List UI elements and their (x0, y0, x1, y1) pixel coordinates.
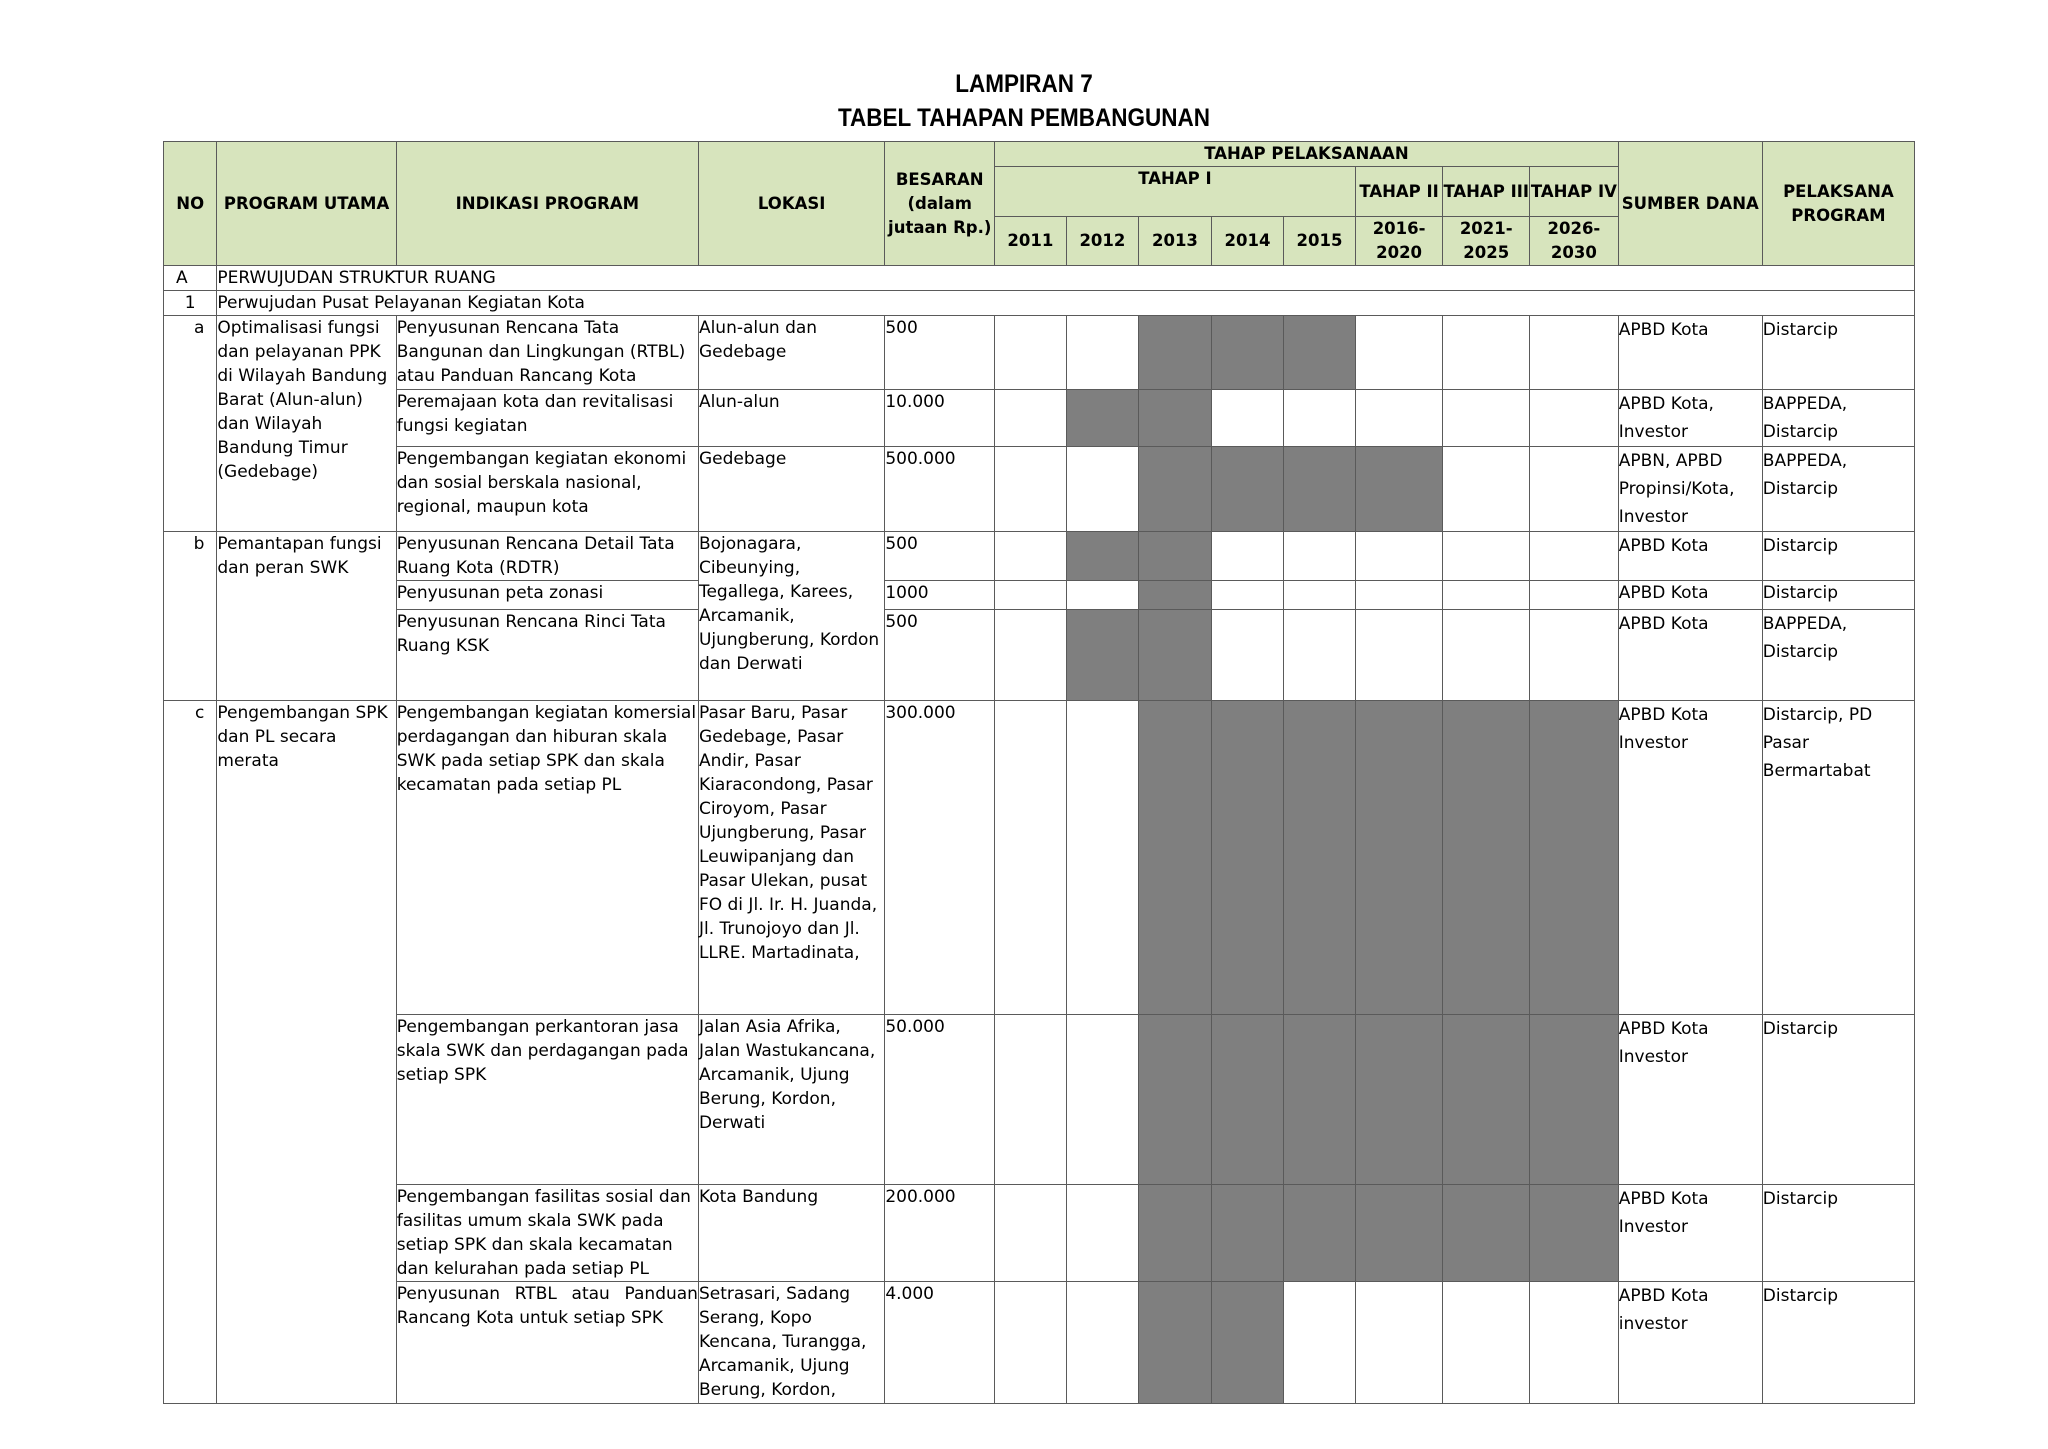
schedule-cell-active-2013 (1139, 701, 1212, 1015)
col-period-2026-2030: 2026-2030 (1530, 217, 1619, 266)
schedule-cell-2016-2020 (1355, 1282, 1443, 1404)
besaran-cell: 1000 (885, 581, 995, 610)
schedule-cell-2011 (995, 447, 1067, 532)
schedule-cell-2021-2025 (1443, 1282, 1530, 1404)
sumber-cell: APBD Kota Investor (1618, 1185, 1762, 1282)
table-row (164, 1282, 1915, 1404)
schedule-cell-2011 (995, 581, 1067, 610)
schedule-cell-2015 (1284, 581, 1356, 610)
schedule-cell-2014 (1211, 532, 1284, 581)
lokasi-cell: Kota Bandung (698, 1185, 884, 1282)
schedule-cell-2026-2030 (1530, 532, 1619, 581)
col-tahap-4: TAHAP IV (1530, 167, 1619, 217)
schedule-cell-2026-2030 (1530, 1282, 1619, 1404)
sumber-cell: APBD Kota Investor (1618, 701, 1762, 1015)
schedule-cell-active-2014 (1211, 1282, 1284, 1404)
schedule-cell-2016-2020 (1355, 610, 1443, 701)
schedule-cell-active-2013 (1139, 581, 1212, 610)
schedule-cell-2021-2025 (1443, 447, 1530, 532)
schedule-cell-2011 (995, 316, 1067, 390)
table-row (164, 701, 1915, 1015)
schedule-cell-2014 (1211, 390, 1284, 447)
table-row (164, 316, 1915, 390)
group-code: c (164, 701, 217, 1404)
pelaksana-cell: BAPPEDA, Distarcip (1762, 447, 1914, 532)
schedule-cell-active-2016-2020 (1355, 701, 1443, 1015)
col-year-2013: 2013 (1139, 217, 1212, 266)
col-no: NO (164, 142, 217, 266)
sumber-cell: APBN, APBD Propinsi/Kota, Investor (1618, 447, 1762, 532)
indikasi-cell: Peremajaan kota dan revitalisasi fungsi kegiatan (396, 390, 698, 447)
indikasi-cell: Pengembangan kegiatan ekonomi dan sosial berskala nasional, regional, maupun kota (396, 447, 698, 532)
schedule-cell-2026-2030 (1530, 610, 1619, 701)
page-title: LAMPIRAN 7 (955, 70, 1093, 98)
table-row (164, 1015, 1915, 1185)
col-lokasi: LOKASI (698, 142, 884, 266)
col-period-2021-2025: 2021-2025 (1443, 217, 1530, 266)
schedule-cell-active-2021-2025 (1443, 701, 1530, 1015)
table-row (164, 390, 1915, 447)
table-row (164, 447, 1915, 532)
schedule-cell-active-2013 (1139, 390, 1212, 447)
schedule-cell-active-2012 (1066, 610, 1139, 701)
pelaksana-cell: Distarcip (1762, 581, 1914, 610)
schedule-cell-2011 (995, 1282, 1067, 1404)
indikasi-cell: Pengembangan kegiatan komersial perdagangan dan hiburan skala SWK pada setiap SPK dan skala kecamatan pada setiap PL (396, 701, 698, 1015)
schedule-cell-active-2026-2030 (1530, 701, 1619, 1015)
schedule-cell-active-2014 (1211, 1015, 1284, 1185)
schedule-cell-2016-2020 (1355, 316, 1443, 390)
besaran-cell: 50.000 (885, 1015, 995, 1185)
indikasi-cell: Penyusunan RTBL atau Panduan Rancang Kota untuk setiap SPK (396, 1282, 698, 1404)
col-tahap-3: TAHAP III (1443, 167, 1530, 217)
schedule-cell-active-2026-2030 (1530, 1015, 1619, 1185)
schedule-cell-2015 (1284, 1282, 1356, 1404)
schedule-cell-active-2015 (1284, 701, 1356, 1015)
schedule-cell-2012 (1066, 1282, 1139, 1404)
schedule-cell-active-2014 (1211, 701, 1284, 1015)
lokasi-cell: Setrasari, Sadang Serang, Kopo Kencana, Turangga, Arcamanik, Ujung Berung, Kordon, (698, 1282, 884, 1404)
indikasi-cell: Penyusunan Rencana Rinci Tata Ruang KSK (396, 610, 698, 701)
schedule-cell-2026-2030 (1530, 581, 1619, 610)
schedule-cell-active-2013 (1139, 447, 1212, 532)
schedule-cell-active-2015 (1284, 1185, 1356, 1282)
schedule-cell-2016-2020 (1355, 532, 1443, 581)
sumber-cell: APBD Kota (1618, 610, 1762, 701)
schedule-cell-active-2016-2020 (1355, 1015, 1443, 1185)
schedule-cell-active-2021-2025 (1443, 1015, 1530, 1185)
schedule-cell-2012 (1066, 701, 1139, 1015)
schedule-cell-active-2013 (1139, 316, 1212, 390)
pelaksana-cell: BAPPEDA, Distarcip (1762, 610, 1914, 701)
schedule-cell-2014 (1211, 581, 1284, 610)
col-year-2012: 2012 (1066, 217, 1139, 266)
lokasi-cell: Bojonagara, Cibeunying, Tegallega, Karees, Arcamanik, Ujungberung, Kordon dan Derwati (698, 532, 884, 701)
besaran-cell: 500.000 (885, 447, 995, 532)
schedule-cell-active-2015 (1284, 447, 1356, 532)
schedule-cell-2011 (995, 1015, 1067, 1185)
col-tahap-2: TAHAP II (1355, 167, 1443, 217)
pelaksana-cell: Distarcip (1762, 1015, 1914, 1185)
schedule-cell-2015 (1284, 532, 1356, 581)
subsection-row (164, 291, 1915, 316)
table-row (164, 581, 1915, 610)
schedule-cell-active-2015 (1284, 316, 1356, 390)
schedule-cell-active-2026-2030 (1530, 1185, 1619, 1282)
schedule-cell-2026-2030 (1530, 390, 1619, 447)
schedule-cell-2026-2030 (1530, 447, 1619, 532)
col-sumber: SUMBER DANA (1618, 142, 1762, 266)
schedule-cell-active-2016-2020 (1355, 1185, 1443, 1282)
schedule-cell-active-2014 (1211, 316, 1284, 390)
program-utama-cell: Pemantapan fungsi dan peran SWK (217, 532, 396, 701)
lokasi-cell: Jalan Asia Afrika, Jalan Wastukancana, Arcamanik, Ujung Berung, Kordon, Derwati (698, 1015, 884, 1185)
group-code: b (164, 532, 217, 701)
sumber-cell: APBD Kota, Investor (1618, 390, 1762, 447)
pelaksana-cell: BAPPEDA, Distarcip (1762, 390, 1914, 447)
sumber-cell: APBD Kota (1618, 316, 1762, 390)
schedule-cell-2012 (1066, 316, 1139, 390)
table-row (164, 610, 1915, 701)
besaran-cell: 500 (885, 532, 995, 581)
schedule-cell-2026-2030 (1530, 316, 1619, 390)
subsection-code: 1 (164, 291, 217, 316)
schedule-cell-2021-2025 (1443, 532, 1530, 581)
indikasi-cell: Pengembangan fasilitas sosial dan fasilitas umum skala SWK pada setiap SPK dan skala kecamatan dan kelurahan pada setiap PL (396, 1185, 698, 1282)
lokasi-cell: Alun-alun dan Gedebage (698, 316, 884, 390)
indikasi-cell: Penyusunan Rencana Detail Tata Ruang Kota (RDTR) (396, 532, 698, 581)
schedule-cell-2011 (995, 390, 1067, 447)
schedule-cell-active-2021-2025 (1443, 1185, 1530, 1282)
schedule-cell-active-2015 (1284, 1015, 1356, 1185)
besaran-cell: 4.000 (885, 1282, 995, 1404)
section-label: PERWUJUDAN STRUKTUR RUANG (217, 266, 1915, 291)
schedule-cell-active-2014 (1211, 447, 1284, 532)
schedule-cell-2011 (995, 532, 1067, 581)
schedule-cell-active-2013 (1139, 610, 1212, 701)
schedule-cell-active-2012 (1066, 390, 1139, 447)
col-indikasi: INDIKASI PROGRAM (396, 142, 698, 266)
indikasi-cell: Pengembangan perkantoran jasa skala SWK dan perdagangan pada setiap SPK (396, 1015, 698, 1185)
col-year-2014: 2014 (1211, 217, 1284, 266)
besaran-cell: 10.000 (885, 390, 995, 447)
schedule-cell-2021-2025 (1443, 390, 1530, 447)
besaran-cell: 200.000 (885, 1185, 995, 1282)
development-stages-table (163, 141, 1915, 1404)
besaran-cell: 300.000 (885, 701, 995, 1015)
schedule-cell-active-2013 (1139, 532, 1212, 581)
pelaksana-cell: Distarcip, PD Pasar Bermartabat (1762, 701, 1914, 1015)
schedule-cell-2014 (1211, 610, 1284, 701)
lokasi-cell: Gedebage (698, 447, 884, 532)
schedule-cell-2015 (1284, 610, 1356, 701)
lokasi-cell: Alun-alun (698, 390, 884, 447)
col-pelaksana: PELAKSANA PROGRAM (1762, 142, 1914, 266)
lokasi-cell: Pasar Baru, Pasar Gedebage, Pasar Andir, Pasar Kiaracondong, Pasar Ciroyom, Pasar Ujungberung, Pasar Leuwipanjang dan Pasar Ulekan, pusat FO di Jl. Ir. H. Juanda, Jl. Trunojoyo dan Jl. LLRE. Martadinata, (698, 701, 884, 1015)
indikasi-cell: Penyusunan peta zonasi (396, 581, 698, 610)
page-subtitle: TABEL TAHAPAN PEMBANGUNAN (837, 104, 1211, 132)
schedule-cell-2011 (995, 1185, 1067, 1282)
schedule-cell-2012 (1066, 447, 1139, 532)
schedule-cell-2021-2025 (1443, 316, 1530, 390)
program-utama-cell: Pengembangan SPK dan PL secara merata (217, 701, 396, 1404)
col-period-2016-2020: 2016-2020 (1355, 217, 1443, 266)
table-row (164, 1185, 1915, 1282)
indikasi-cell: Penyusunan Rencana Tata Bangunan dan Lingkungan (RTBL) atau Panduan Rancang Kota (396, 316, 698, 390)
schedule-cell-2012 (1066, 1015, 1139, 1185)
col-year-2011: 2011 (995, 217, 1067, 266)
schedule-cell-2011 (995, 610, 1067, 701)
schedule-cell-2012 (1066, 1185, 1139, 1282)
sumber-cell: APBD Kota (1618, 581, 1762, 610)
schedule-cell-2021-2025 (1443, 581, 1530, 610)
section-code: A (164, 266, 217, 291)
schedule-cell-active-2012 (1066, 532, 1139, 581)
pelaksana-cell: Distarcip (1762, 1185, 1914, 1282)
schedule-cell-2016-2020 (1355, 390, 1443, 447)
table-row (164, 532, 1915, 581)
pelaksana-cell: Distarcip (1762, 1282, 1914, 1404)
besaran-cell: 500 (885, 610, 995, 701)
col-year-2015: 2015 (1284, 217, 1356, 266)
schedule-cell-active-2016-2020 (1355, 447, 1443, 532)
pelaksana-cell: Distarcip (1762, 532, 1914, 581)
schedule-cell-2011 (995, 701, 1067, 1015)
program-utama-cell: Optimalisasi fungsi dan pelayanan PPK di Wilayah Bandung Barat (Alun-alun) dan Wilayah Bandung Timur (Gedebage) (217, 316, 396, 532)
sumber-cell: APBD Kota Investor (1618, 1015, 1762, 1185)
section-row (164, 266, 1915, 291)
col-besaran: BESARAN (dalam jutaan Rp.) (885, 142, 995, 266)
schedule-cell-active-2013 (1139, 1185, 1212, 1282)
besaran-cell: 500 (885, 316, 995, 390)
schedule-cell-active-2013 (1139, 1015, 1212, 1185)
sumber-cell: APBD Kota (1618, 532, 1762, 581)
col-tahap-pelaksanaan: TAHAP PELAKSANAAN (995, 142, 1619, 167)
schedule-cell-2021-2025 (1443, 610, 1530, 701)
pelaksana-cell: Distarcip (1762, 316, 1914, 390)
schedule-cell-2015 (1284, 390, 1356, 447)
col-program-utama: PROGRAM UTAMA (217, 142, 396, 266)
sumber-cell: APBD Kota investor (1618, 1282, 1762, 1404)
schedule-cell-2012 (1066, 581, 1139, 610)
col-tahap-1: TAHAP I (995, 167, 1356, 217)
schedule-cell-2016-2020 (1355, 581, 1443, 610)
group-code: a (164, 316, 217, 532)
schedule-cell-active-2013 (1139, 1282, 1212, 1404)
schedule-cell-active-2014 (1211, 1185, 1284, 1282)
subsection-label: Perwujudan Pusat Pelayanan Kegiatan Kota (217, 291, 1915, 316)
